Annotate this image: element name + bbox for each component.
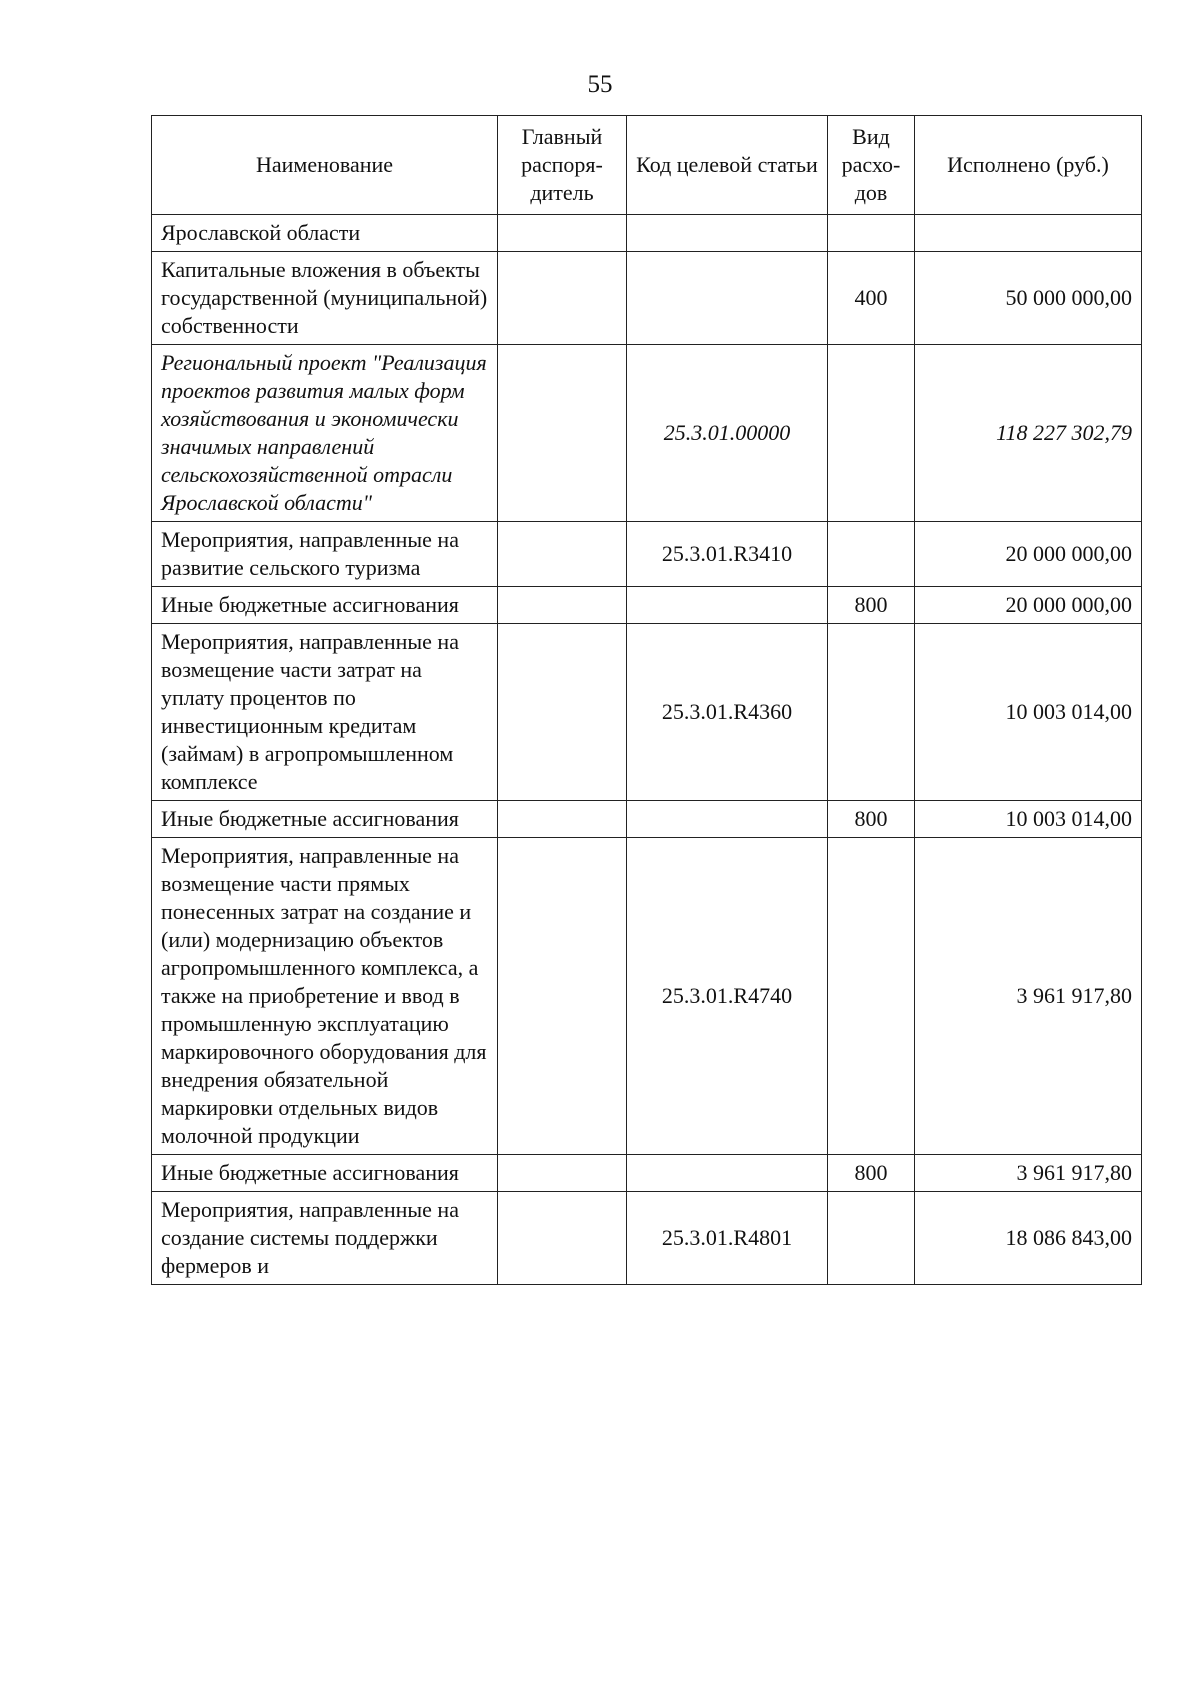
table-row [152,624,1142,801]
row-manager-cell [498,252,627,345]
header-amount: Исполнено (руб.) [915,116,1142,215]
header-name: Наименование [152,116,498,215]
row-kind-cell: 800 [828,801,915,838]
row-kind-cell [828,624,915,801]
table-row [152,838,1142,1155]
row-amount-cell: 18 086 843,00 [915,1192,1142,1285]
row-kind-cell: 800 [828,587,915,624]
row-manager-cell [498,587,627,624]
budget-table [151,115,1142,1285]
row-manager-cell [498,215,627,252]
row-name-cell: Иные бюджетные ассигнования [152,1155,498,1192]
row-kind-cell [828,215,915,252]
table-row [152,587,1142,624]
row-name-cell: Мероприятия, направленные на возмещение части затрат на уплату процентов по инвестиционным кредитам (займам) в агропромышленном комплексе [152,624,498,801]
row-code-cell: 25.3.01.R4360 [627,624,828,801]
row-code-cell: 25.3.01.R4740 [627,838,828,1155]
header-manager: Главный распоря-дитель [498,116,627,215]
row-code-cell: 25.3.01.R3410 [627,522,828,587]
row-amount-cell: 20 000 000,00 [915,522,1142,587]
row-manager-cell [498,838,627,1155]
row-amount-cell: 3 961 917,80 [915,1155,1142,1192]
row-code-cell: 25.3.01.00000 [627,345,828,522]
row-name-cell: Мероприятия, направленные на возмещение части прямых понесенных затрат на создание и (или) модернизацию объектов агропромышленного комплекса, а также на приобретение и ввод в промышленную эксплуатацию маркировочного оборудования для внедрения обязательной маркировки отдельных видов молочной продукции [152,838,498,1155]
row-name-cell: Иные бюджетные ассигнования [152,801,498,838]
table-row [152,215,1142,252]
row-amount-cell: 10 003 014,00 [915,624,1142,801]
table-row [152,522,1142,587]
row-kind-cell [828,345,915,522]
row-kind-cell: 800 [828,1155,915,1192]
row-kind-cell [828,1192,915,1285]
row-code-cell [627,587,828,624]
table-header-row [152,116,1142,215]
row-kind-cell [828,522,915,587]
row-code-cell [627,1155,828,1192]
row-name-cell: Мероприятия, направленные на развитие сельского туризма [152,522,498,587]
row-code-cell [627,801,828,838]
table-row [152,801,1142,838]
row-amount-cell: 10 003 014,00 [915,801,1142,838]
row-amount-cell [915,215,1142,252]
header-code: Код целевой статьи [627,116,828,215]
row-amount-cell: 50 000 000,00 [915,252,1142,345]
row-amount-cell: 118 227 302,79 [915,345,1142,522]
row-manager-cell [498,345,627,522]
row-name-cell: Иные бюджетные ассигнования [152,587,498,624]
row-manager-cell [498,624,627,801]
header-kind: Вид расхо-дов [828,116,915,215]
row-name-cell: Региональный проект "Реализация проектов развития малых форм хозяйствования и экономически значимых направлений сельскохозяйственной отрасли Ярославской области" [152,345,498,522]
row-manager-cell [498,1155,627,1192]
row-manager-cell [498,1192,627,1285]
row-name-cell: Мероприятия, направленные на создание системы поддержки фермеров и [152,1192,498,1285]
row-code-cell [627,215,828,252]
table-row [152,252,1142,345]
row-kind-cell [828,838,915,1155]
table-row [152,1155,1142,1192]
row-name-cell: Ярославской области [152,215,498,252]
row-manager-cell [498,522,627,587]
row-kind-cell: 400 [828,252,915,345]
row-amount-cell: 3 961 917,80 [915,838,1142,1155]
row-amount-cell: 20 000 000,00 [915,587,1142,624]
row-name-cell: Капитальные вложения в объекты государственной (муниципальной) собственности [152,252,498,345]
table-row [152,345,1142,522]
table-body [152,215,1142,1285]
row-code-cell: 25.3.01.R4801 [627,1192,828,1285]
row-code-cell [627,252,828,345]
page-number: 55 [587,71,613,98]
row-manager-cell [498,801,627,838]
table-row [152,1192,1142,1285]
